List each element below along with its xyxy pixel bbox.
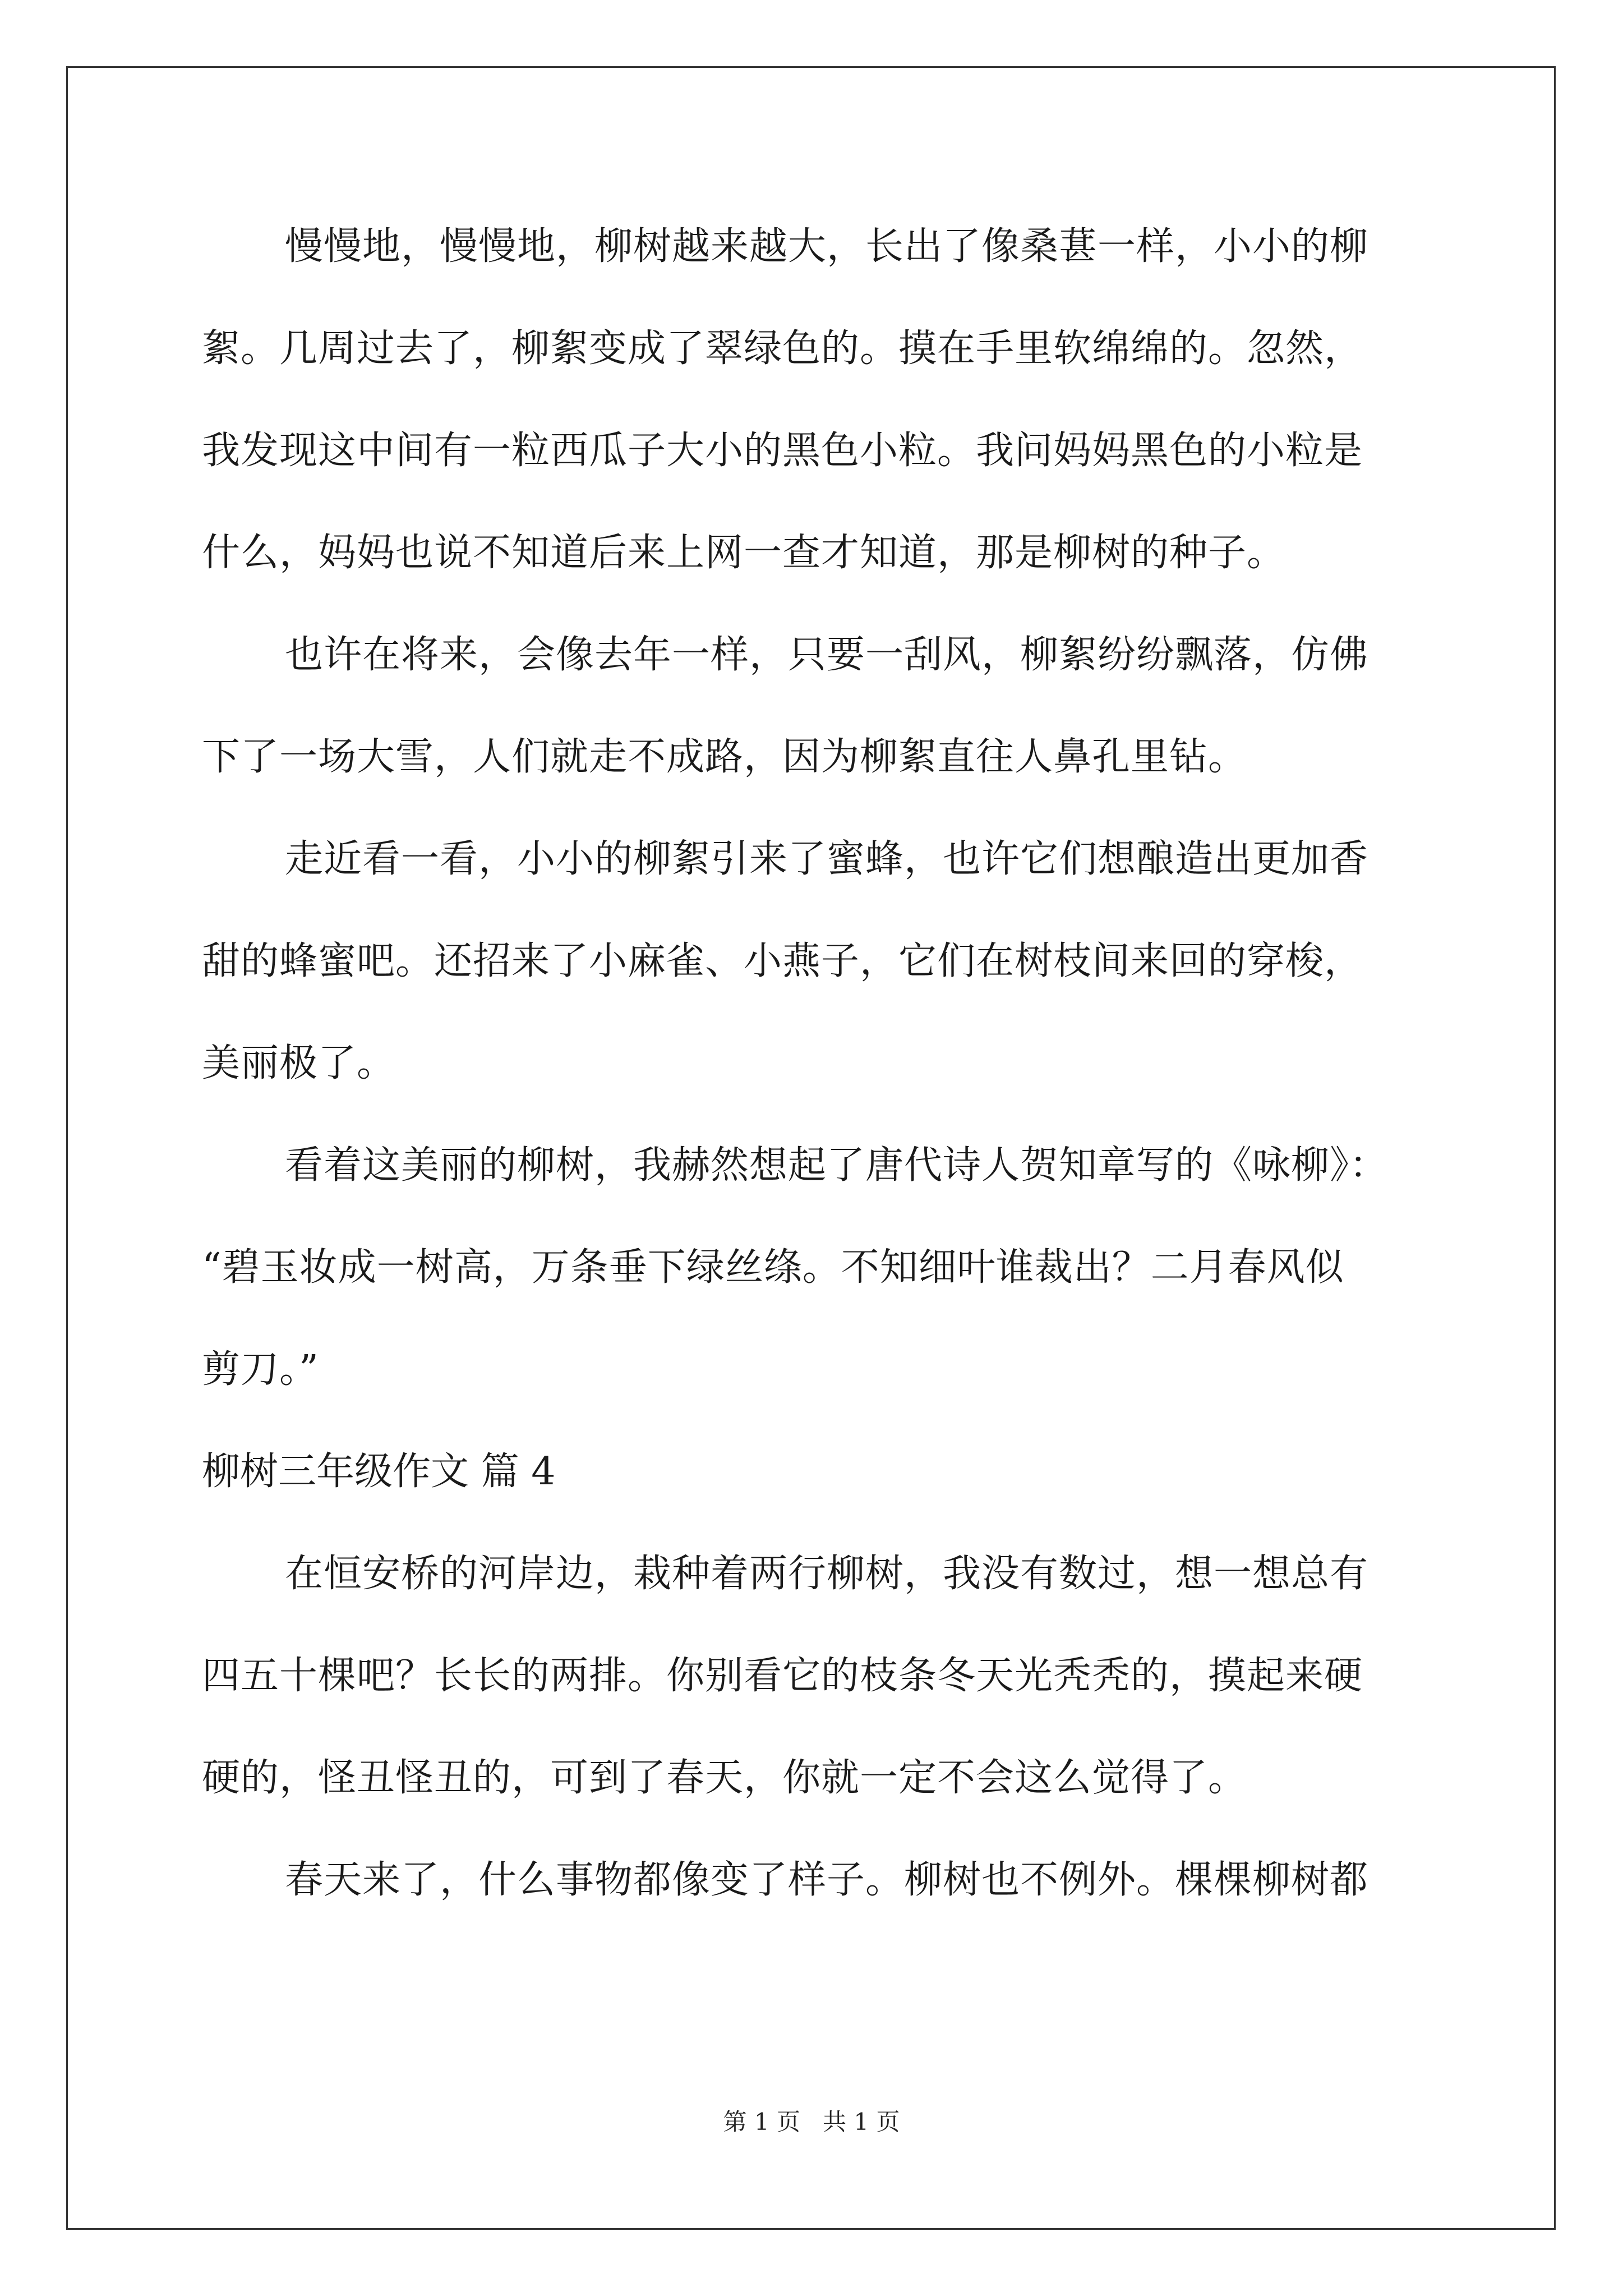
page-number-footer: 第 1 页 共 1 页 <box>723 2108 900 2136</box>
paragraph <box>202 1138 1430 1444</box>
paragraph-line: 剪刀。” <box>202 1347 319 1392</box>
paragraph-line: 四五十棵吧？长长的两排。你别看它的枝条冬天光秃秃的，摸起来硬 <box>202 1654 1363 1698</box>
paragraph-line: 走近看一看，小小的柳絮引来了蜜蜂，也许它们想酿造出更加香 <box>285 837 1369 881</box>
paragraph-line: 美丽极了。 <box>202 1041 396 1085</box>
paragraph-line: 甜的蜂蜜吧。还招来了小麻雀、小燕子，它们在树枝间来回的穿梭， <box>202 939 1363 983</box>
document-body <box>202 219 1430 1954</box>
paragraph-line: “碧玉妆成一树高，万条垂下绿丝绦。不知细叶谁裁出？二月春风似 <box>202 1245 1344 1290</box>
paragraph-line: 慢慢地，慢慢地，柳树越来越大，长出了像桑葚一样，小小的柳 <box>285 224 1369 269</box>
paragraph-line: 我发现这中间有一粒西瓜子大小的黑色小粒。我问妈妈黑色的小粒是 <box>202 429 1363 473</box>
section-heading: 柳树三年级作文 篇 4 <box>202 1450 556 1494</box>
paragraph-line: 也许在将来，会像去年一样，只要一刮风，柳絮纷纷飘落，仿佛 <box>285 633 1369 677</box>
paragraph <box>202 831 1430 1138</box>
paragraph <box>202 627 1430 831</box>
paragraph <box>202 219 1430 627</box>
paragraph-line: 春天来了，什么事物都像变了样子。柳树也不例外。棵棵柳树都 <box>285 1858 1369 1902</box>
paragraph-line: 在恒安桥的河岸边，栽种着两行柳树，我没有数过，想一想总有 <box>285 1552 1369 1596</box>
paragraph-line: 硬的，怪丑怪丑的，可到了春天，你就一定不会这么觉得了。 <box>202 1756 1247 1800</box>
paragraph <box>202 1546 1430 1852</box>
paragraph-line: 下了一场大雪，人们就走不成路，因为柳絮直往人鼻孔里钻。 <box>202 735 1247 779</box>
paragraph <box>202 1852 1430 1954</box>
paragraph-line: 什么，妈妈也说不知道后来上网一查才知道，那是柳树的种子。 <box>202 531 1286 575</box>
paragraph-line: 絮。几周过去了，柳絮变成了翠绿色的。摸在手里软绵绵的。忽然， <box>202 326 1363 371</box>
paragraph-line: 看着这美丽的柳树，我赫然想起了唐代诗人贺知章写的《咏柳》： <box>285 1143 1389 1188</box>
